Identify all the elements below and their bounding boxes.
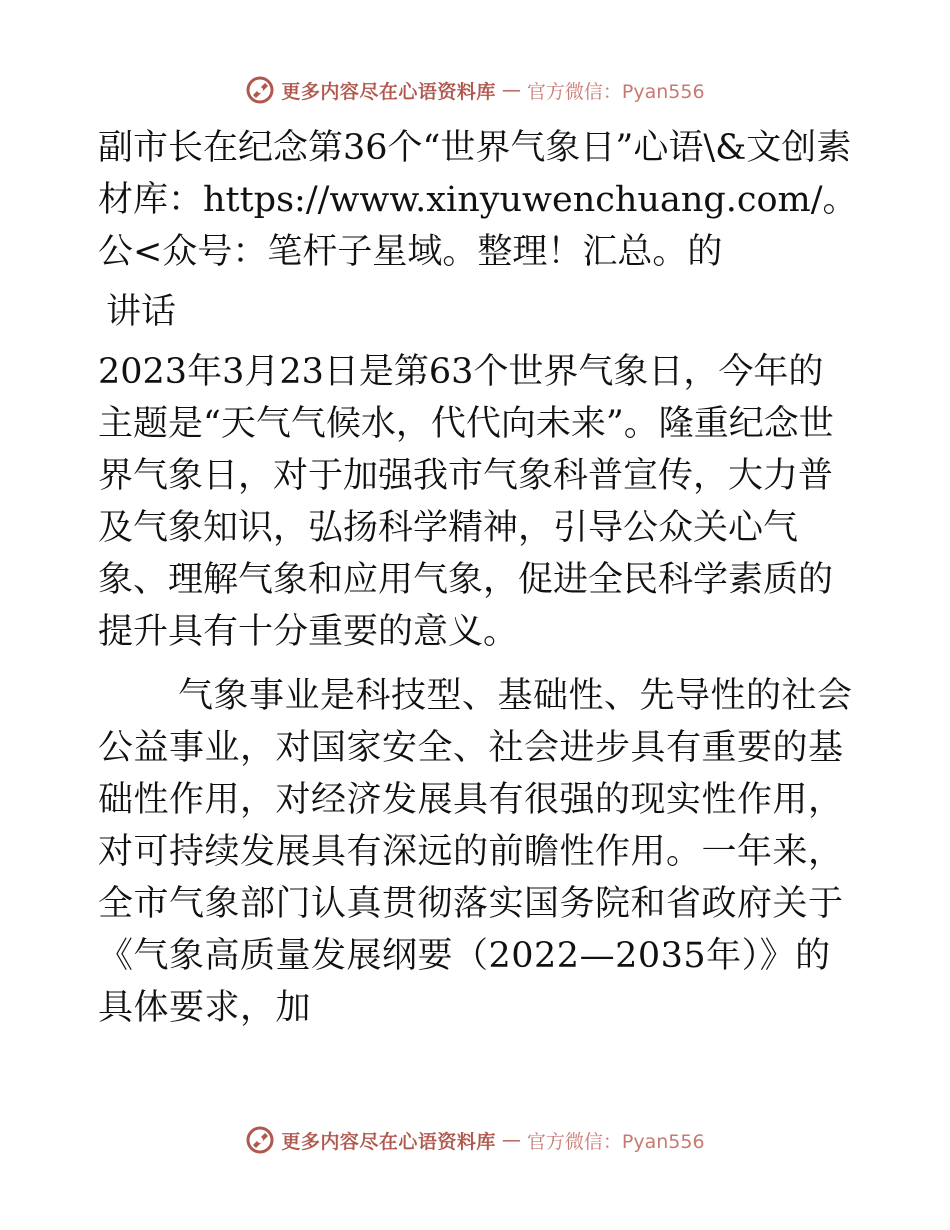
brand-logo-icon	[245, 1125, 275, 1155]
banner-wechat-text: 官方微信：Pyan556	[526, 1130, 705, 1153]
document-title-continued: 讲话	[106, 292, 177, 332]
header-banner	[0, 70, 950, 110]
paragraph-intro: 2023年3月23日是第63个世界气象日，今年的主题是“天气气候水，代代向未来”。隆重纪念世界气象日，对于加强我市气象科普宣传，大力普及气象知识，弘扬科学精神，引导公众关心气象、理解气象和应用气象，促进全民科学素质的提升具有十分重要的意义。	[98, 352, 834, 652]
banner-dash: —	[501, 79, 521, 101]
paragraph-body: 气象事业是科技型、基础性、先导性的社会公益事业，对国家安全、社会进步具有重要的基础性作用，对经济发展具有很强的现实性作用，对可持续发展具有深远的前瞻性作用。一年来，全市气象部门认真贯彻落实国务院和省政府关于《气象高质量发展纲要（2022—2035年）》的具体要求，加	[98, 676, 853, 1028]
footer-banner	[0, 1120, 950, 1160]
banner-brand-text: 更多内容尽在心语资料库	[281, 1130, 496, 1153]
banner-brand-text: 更多内容尽在心语资料库	[281, 80, 496, 103]
banner-dash: —	[501, 1129, 521, 1151]
document-body	[98, 122, 858, 1034]
banner-wechat-text: 官方微信：Pyan556	[526, 80, 705, 103]
document-title: 副市长在纪念第36个“世界气象日”心语\&文创素材库：https://www.xinyuwenchuang.com/。公<众号：笔杆子星域。整理！汇总。的	[98, 128, 858, 272]
brand-logo-icon	[245, 75, 275, 105]
